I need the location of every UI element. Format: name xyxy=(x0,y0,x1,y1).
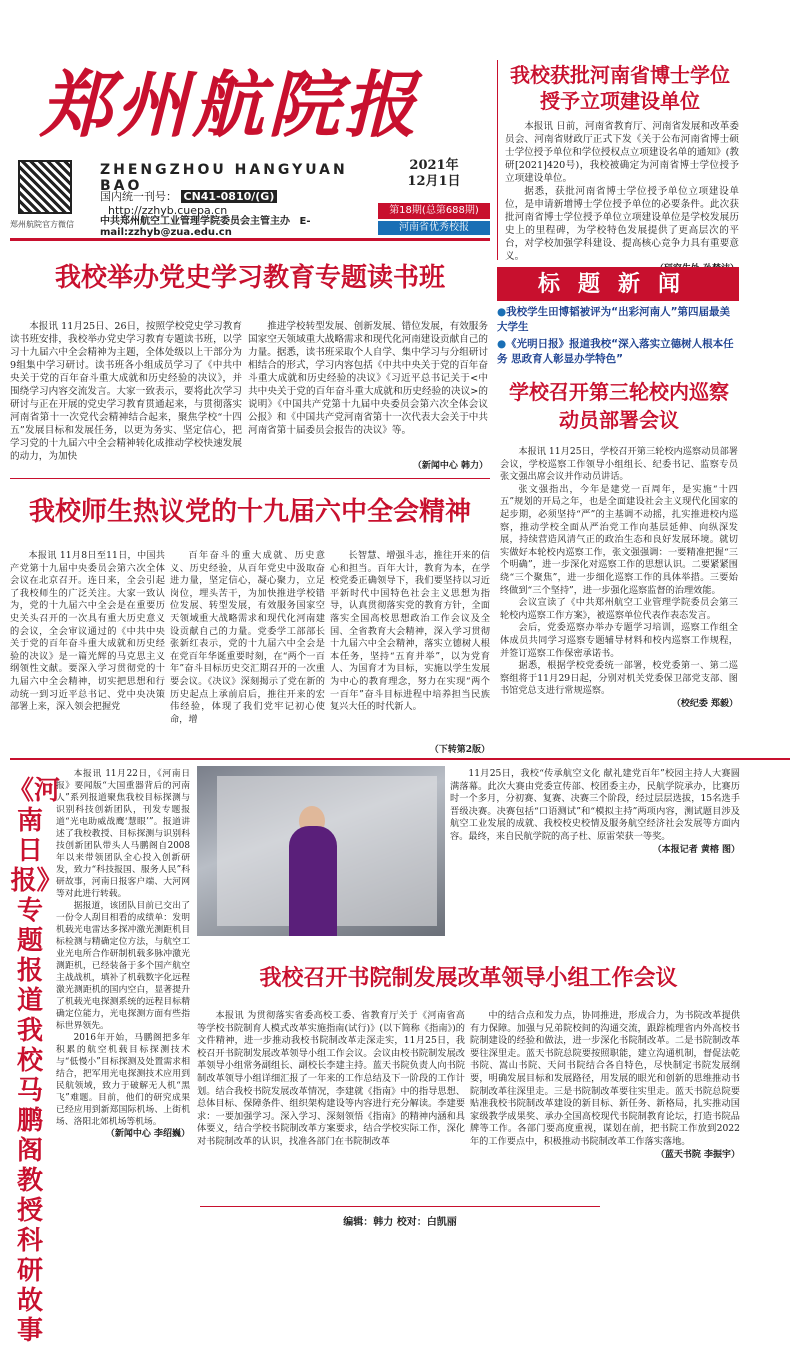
plenum-col3 xyxy=(330,550,490,714)
column-divider xyxy=(497,60,498,260)
henan-daily-p1: 本报讯 11月22日，《河南日报》要闻版“大国重器背后的河南人”系列报道聚焦我校目标探测与识别科技创新团队，刊发专题报道“光电助威战鹰‘慧眼’”。报道讲述了我校教授、目标探测与识别科技创新团队带头人马鹏阁自2008年以来带领团队全心投入创新研发，致力“科技报国、服务人民”科研故事，河南日报客户端、大河网等对此进行转载。 xyxy=(56,769,190,899)
plenum-col3-text: 长智慧、增强斗志，推往开来的信心和担当。百年大计，教育为本，在学校党委正确领导下，我们要坚持以习近平新时代中国特色社会主义思想为指导，认真贯彻落实党的教育方针，全面落实全国高校思想政治工作会议及全国、全省教育大会精神，深入学习贯彻十九届六中全会精神，落实立德树人根本任务，坚持“五育并举”，以为党育人、为国育才为目标，实施以学生发展为中心的教育理念，努力在实现“两个一百年”奋斗目标进程中培养担当民族复兴大任的时代新人。 xyxy=(330,550,490,713)
reading-headline: 我校举办党史学习教育专题读书班 xyxy=(54,263,445,293)
masthead-email[interactable]: E-mail:zzhyb@zua.edu.cn xyxy=(100,216,311,238)
inspection-byline: （校纪委 郑毅） xyxy=(671,698,738,709)
henan-daily-byline: （新闻中心 李绍巍） xyxy=(105,1129,190,1139)
academy-col1-text: 本报讯 为贯彻落实省委高校工委、省教育厅关于《河南省高等学校书院制育人模式改革实施指南(试行)》(以下简称《指南》)的文件精神，进一步推动我校书院制改革走深走实，11月25日，我校召开书院制发展改革领导小组工作会议。会议由校书院制发展改革领导小组常务副组长、副校长李建主持。蓝天书院负责人向书院制改革领导小组详细汇报了一年来的工作总结及下一阶段的工作计划。结合我校书院发展改革情况，李建就《指南》中的指导思想、总体目标、保障条件、组织架构建设等内容进行充分解读。李建要求：一要加强学习。深入学习、深刻领悟《指南》的精神内涵和具体要义，结合学校书院制改革方案要求，结合学校实际工作，深化对书院制改革的认识，找准各部门在书院制改革 xyxy=(197,1010,465,1147)
title-news-item[interactable] xyxy=(497,305,739,335)
award-badge: 河南省优秀校报 xyxy=(378,221,490,235)
contest-text: 11月25日，我校“传承航空文化 献礼建党百年”校园主持人大赛圆满落幕。此次大赛由党委宣传部、校团委主办，民航学院承办，比赛历时一个多月，分初赛、复赛、决赛三个阶段，经过层层选拔，15名选手晋级决赛。决赛包括“口语测试”和“模拟主持”两项内容，测试题目涉及航空工业发展的成就、我校校史校情及服务航空经济社会发展等方面内容。最终，来自民航学院的高子杜、原雷荣获一等奖。 xyxy=(450,768,740,842)
plenum-col2-text: 百年奋斗的重大成就、历史意义、历史经验，从百年党史中汲取奋进力量，坚定信心，凝心聚力，立足岗位，埋头苦干，为加快推进学校错位发展、转型发展，有效服务国家空天领域重大战略需求和现代化河南建设贡献自己的力量。党委学工部部长张新红表示，党的十九届六中全会是在党百年华诞重要时刻，在“两个一百年”奋斗目标历史交汇期召开的一次重要会议。《决议》深刻揭示了党在新的历史起点上承前启后，推往开来的宏伟经验，体现了我们党牢记初心使命，增 xyxy=(170,550,325,725)
masthead-title: 郑州航院报 xyxy=(40,62,421,147)
plenum-headline: 我校师生热议党的十九届六中全会精神 xyxy=(28,497,471,527)
contest-byline: （本报记者 黄榕 图） xyxy=(652,844,740,855)
academy-col2-text: 中的结合点和发力点，协同推进，形成合力，为书院改革提供有力保障。加强与兄弟院校间的沟通交流，跟踪梳理省内外高校书院制建设的经验和做法，进一步深化书院制改革。二是书院制改革要往深里走。蓝天书院总院要按照职能，建立沟通机制，督促法乾书院、嵩山书院、天问书院结合各自特色，尽快制定书院发展纲要，明确发展目标和发展路径，用发展的眼光和创新的思维推动书院制改革往深里走。三是书院制改革要往实里走。蓝天书院总院要贴准我校书院制改革建设的新目标、新任务、新格局，扎实推动国家级教学成果奖、承办全国高校现代书院制教育论坛，打造书院品牌等工作。各部门要高度重视，谋划在前，把书院工作放到2022年的工作要点中，积极推动书院制改革工作落实落地。 xyxy=(470,1010,740,1147)
title-news-item-text: 我校学生田博韬被评为“出彩河南人”第四届最美大学生 xyxy=(497,306,730,333)
masthead-sponsor-line xyxy=(100,212,400,238)
photo-host xyxy=(289,826,337,936)
issn-number: CN41-0810/(G) xyxy=(181,190,278,203)
qr-caption: 郑州航院官方微信 xyxy=(10,220,74,229)
editors-line: 编辑：韩力 校对：白凯丽 xyxy=(343,1217,457,1228)
inspection-p1: 本报讯 11月25日，学校召开第三轮校内巡察动员部署会议，学校巡察工作领导小组组长、纪委书记、监察专员张文强出席会议并作动员讲话。 xyxy=(500,446,738,483)
doctorate-headline: 我校获批河南省博士学位授予立项建设单位 xyxy=(510,63,730,113)
issue-date: 12月1日 xyxy=(407,174,461,189)
masthead-url[interactable]: http://zzhyb.cuepa.cn xyxy=(108,204,228,217)
inspection-p5: 据悉，根据学校党委统一部署，校党委第一、第二巡察组将于11月29日起，分别对机关党委保卫部党支部、图书馆党总支进行常规巡察。 xyxy=(500,660,738,697)
academy-col1 xyxy=(197,1010,465,1149)
academy-byline: （蓝天书院 李振宇） xyxy=(655,1149,740,1160)
henan-daily-vertical-title: 《河南日报》专题报道我校马鹏阁教授科研故事 xyxy=(8,776,61,1346)
masthead-rule xyxy=(10,238,490,241)
henan-daily-p3: 2016年开始，马鹏阁把多年积累的航空机载目标探测技术与“低慢小”目标探测及处置需求相结合，把军用光电探测技术应用到民航领域，致力于破解无人机“黑飞”难题。目前，他们的研究成果已经应用到新郑国际机场、上街机场、洛阳北郊机场等机场。 xyxy=(56,1033,190,1127)
inspection-p4: 会后，党委巡察办举办专题学习培训，巡察工作组全体成员共同学习巡察专题辅导材料和校内巡察工作规程，并签订巡察工作保密承诺书。 xyxy=(500,622,738,659)
host-contest-photo xyxy=(197,766,445,936)
issn-label: 国内统一刊号： xyxy=(100,190,177,203)
inspection-p3: 会议宣读了《中共郑州航空工业管理学院委员会第三轮校内巡察工作方案》，被巡察单位代表作表态发言。 xyxy=(500,597,738,621)
masthead-pinyin: ZHENGZHOU HANGYUAN BAO xyxy=(100,162,348,194)
doctorate-body xyxy=(505,120,739,276)
bullet-icon: ● xyxy=(497,306,507,318)
bullet-icon: ● xyxy=(497,338,507,350)
plenum-col1 xyxy=(10,550,165,714)
plenum-col1-text: 本报讯 11月8日至11日，中国共产党第十九届中央委员会第六次全体会议在北京召开。连日来，全会引起了我校师生的广泛关注。大家一致认为，党的十九届六中全会是在重要历史关头召开的一次具有重大历史意义的会议，全会审议通过的《中共中央关于党的百年奋斗重大成就和历史经验的决议》是一篇光辉的马克思主义纲领性文献。要深入学习贯彻党的十九届六中全会精神，切实把思想和行动统一到习近平总书记、党中央决策部署上来，深入领会把握党 xyxy=(10,550,165,713)
issue-number: 第18期(总第688期) xyxy=(378,203,490,219)
contest-caption xyxy=(450,768,740,856)
inspection-body xyxy=(500,446,738,710)
section-rule xyxy=(10,758,790,760)
doctorate-p1: 本报讯 日前，河南省教育厅、河南省发展和改革委员会、河南省财政厅正式下发《关于公布河南省博士硕士学位授予单位和学位授权点立项建设名单的通知》(教研[2021]420号)，我校被确定为河南省博士学位授予立项建设单位。 xyxy=(505,121,739,184)
title-news-list xyxy=(497,305,739,367)
reading-col1 xyxy=(10,320,242,463)
masthead-sponsor: 中共郑州航空工业管理学院委员会主管主办 xyxy=(100,216,290,227)
issue-year: 2021年 xyxy=(409,158,459,173)
reading-col1-text: 本报讯 11月25日、26日，按照学校党史学习教育读书班安排，我校举办党史学习教育专题读书班，以学习十九届六中全会精神为主题，全体处级以上干部分为9组集中学习研讨。读书班各小组成员学习了《中共中央关于党的百年奋斗重大成就和历史经验的决议》，并围绕学习内容交流发言。大家一致表示，要将此次学习研讨与正在开展的党史学习教育贯通起来，与贯彻落实河南省第十一次党代会精神结合起来，聚焦学校“十四五”发展目标和发展任务，以更为务实、坚定信心，把学习党的十九届六中全会精神转化成推动学校快速发展的动力，为加快 xyxy=(10,321,242,462)
section-rule xyxy=(10,478,490,479)
plenum-col2 xyxy=(170,550,325,726)
reading-col2-text: 推进学校转型发展、创新发展、错位发展，有效服务国家空天领域重大战略需求和现代化河南建设贡献自己的力量。据悉，读书班采取个人自学、集中学习与分组研讨相结合的形式，学习内容包括《中共中央关于党的百年奋斗重大成就和历史经验的决议》《习近平总书记关于<中共中央关于党的百年奋斗重大成就和历史经验的决议>的说明》《中国共产党第十九届中央委员会第六次全体会议公报》和《中国共产党河南省第十一次代表大会关于中共河南省第十届委员会报告的决议》等。 xyxy=(248,321,488,436)
qr-code-icon xyxy=(18,160,72,214)
inspection-p2: 张文强指出，今年是建党一百周年，是实施“十四五”规划的开局之年，也是全面建设社会主义现代化国家的起步期，必须坚持“严”的主基调不动摇，扎实推进校内巡察，推动学校全面从严治党工作向基层延伸、向纵深发展，持续营造风清气正的政治生态和良好发展环境。就切实做好本轮校内巡察工作，张文强强调：一要精准把握“三个明确”，进一步深化对巡察工作的思想认识。二要紧紧围绕“三个聚焦”，进一步细化巡察工作的具体举措。三要始终做到“三个坚持”，进一步强化巡察监督的治理效能。 xyxy=(500,483,738,596)
inspection-headline: 学校召开第三轮校内巡察动员部署会议 xyxy=(509,380,729,432)
reading-byline: （新闻中心 韩力） xyxy=(412,461,488,471)
plenum-continued[interactable]: （下转第2版） xyxy=(429,745,490,755)
academy-headline: 我校召开书院制发展改革领导小组工作会议 xyxy=(259,965,678,991)
henan-daily-p2: 据报道，该团队目前已交出了一份令人刮目相看的成绩单：发明机载光电雷达多探冲激光测距机目标检测与精确定位方法，与航空工业光电所合作研制机载多脉冲激光测距机，已经装备于多个国产航空主战战机，填补了机载数字化远程激光测距机的国内空白，显著提升了机载光电探测系统的远程目标精确定位能力，光电探测方面有些指标世界领先。 xyxy=(56,901,190,1031)
reading-col2 xyxy=(248,320,488,437)
title-news-item[interactable] xyxy=(497,337,739,367)
footer-rule xyxy=(200,1206,600,1207)
title-news-item-text: 《光明日报》报道我校“深入落实立德树人根本任务 思政育人彰显办学特色” xyxy=(497,338,734,365)
title-news-header: 标题新闻 xyxy=(497,267,739,301)
henan-daily-body xyxy=(56,768,190,1140)
academy-col2 xyxy=(470,1010,740,1161)
doctorate-p2: 据悉，获批河南省博士学位授予单位立项建设单位，是申请新增博士学位授予单位的必要条件。此次获批河南省博士学位授予单位立项建设单位是学校发展历史上的里程碑，为学校特色发展提供了更高层次的平台，对学校加强学科建设、提高核心竞争力具有重要意义。 xyxy=(505,186,739,262)
